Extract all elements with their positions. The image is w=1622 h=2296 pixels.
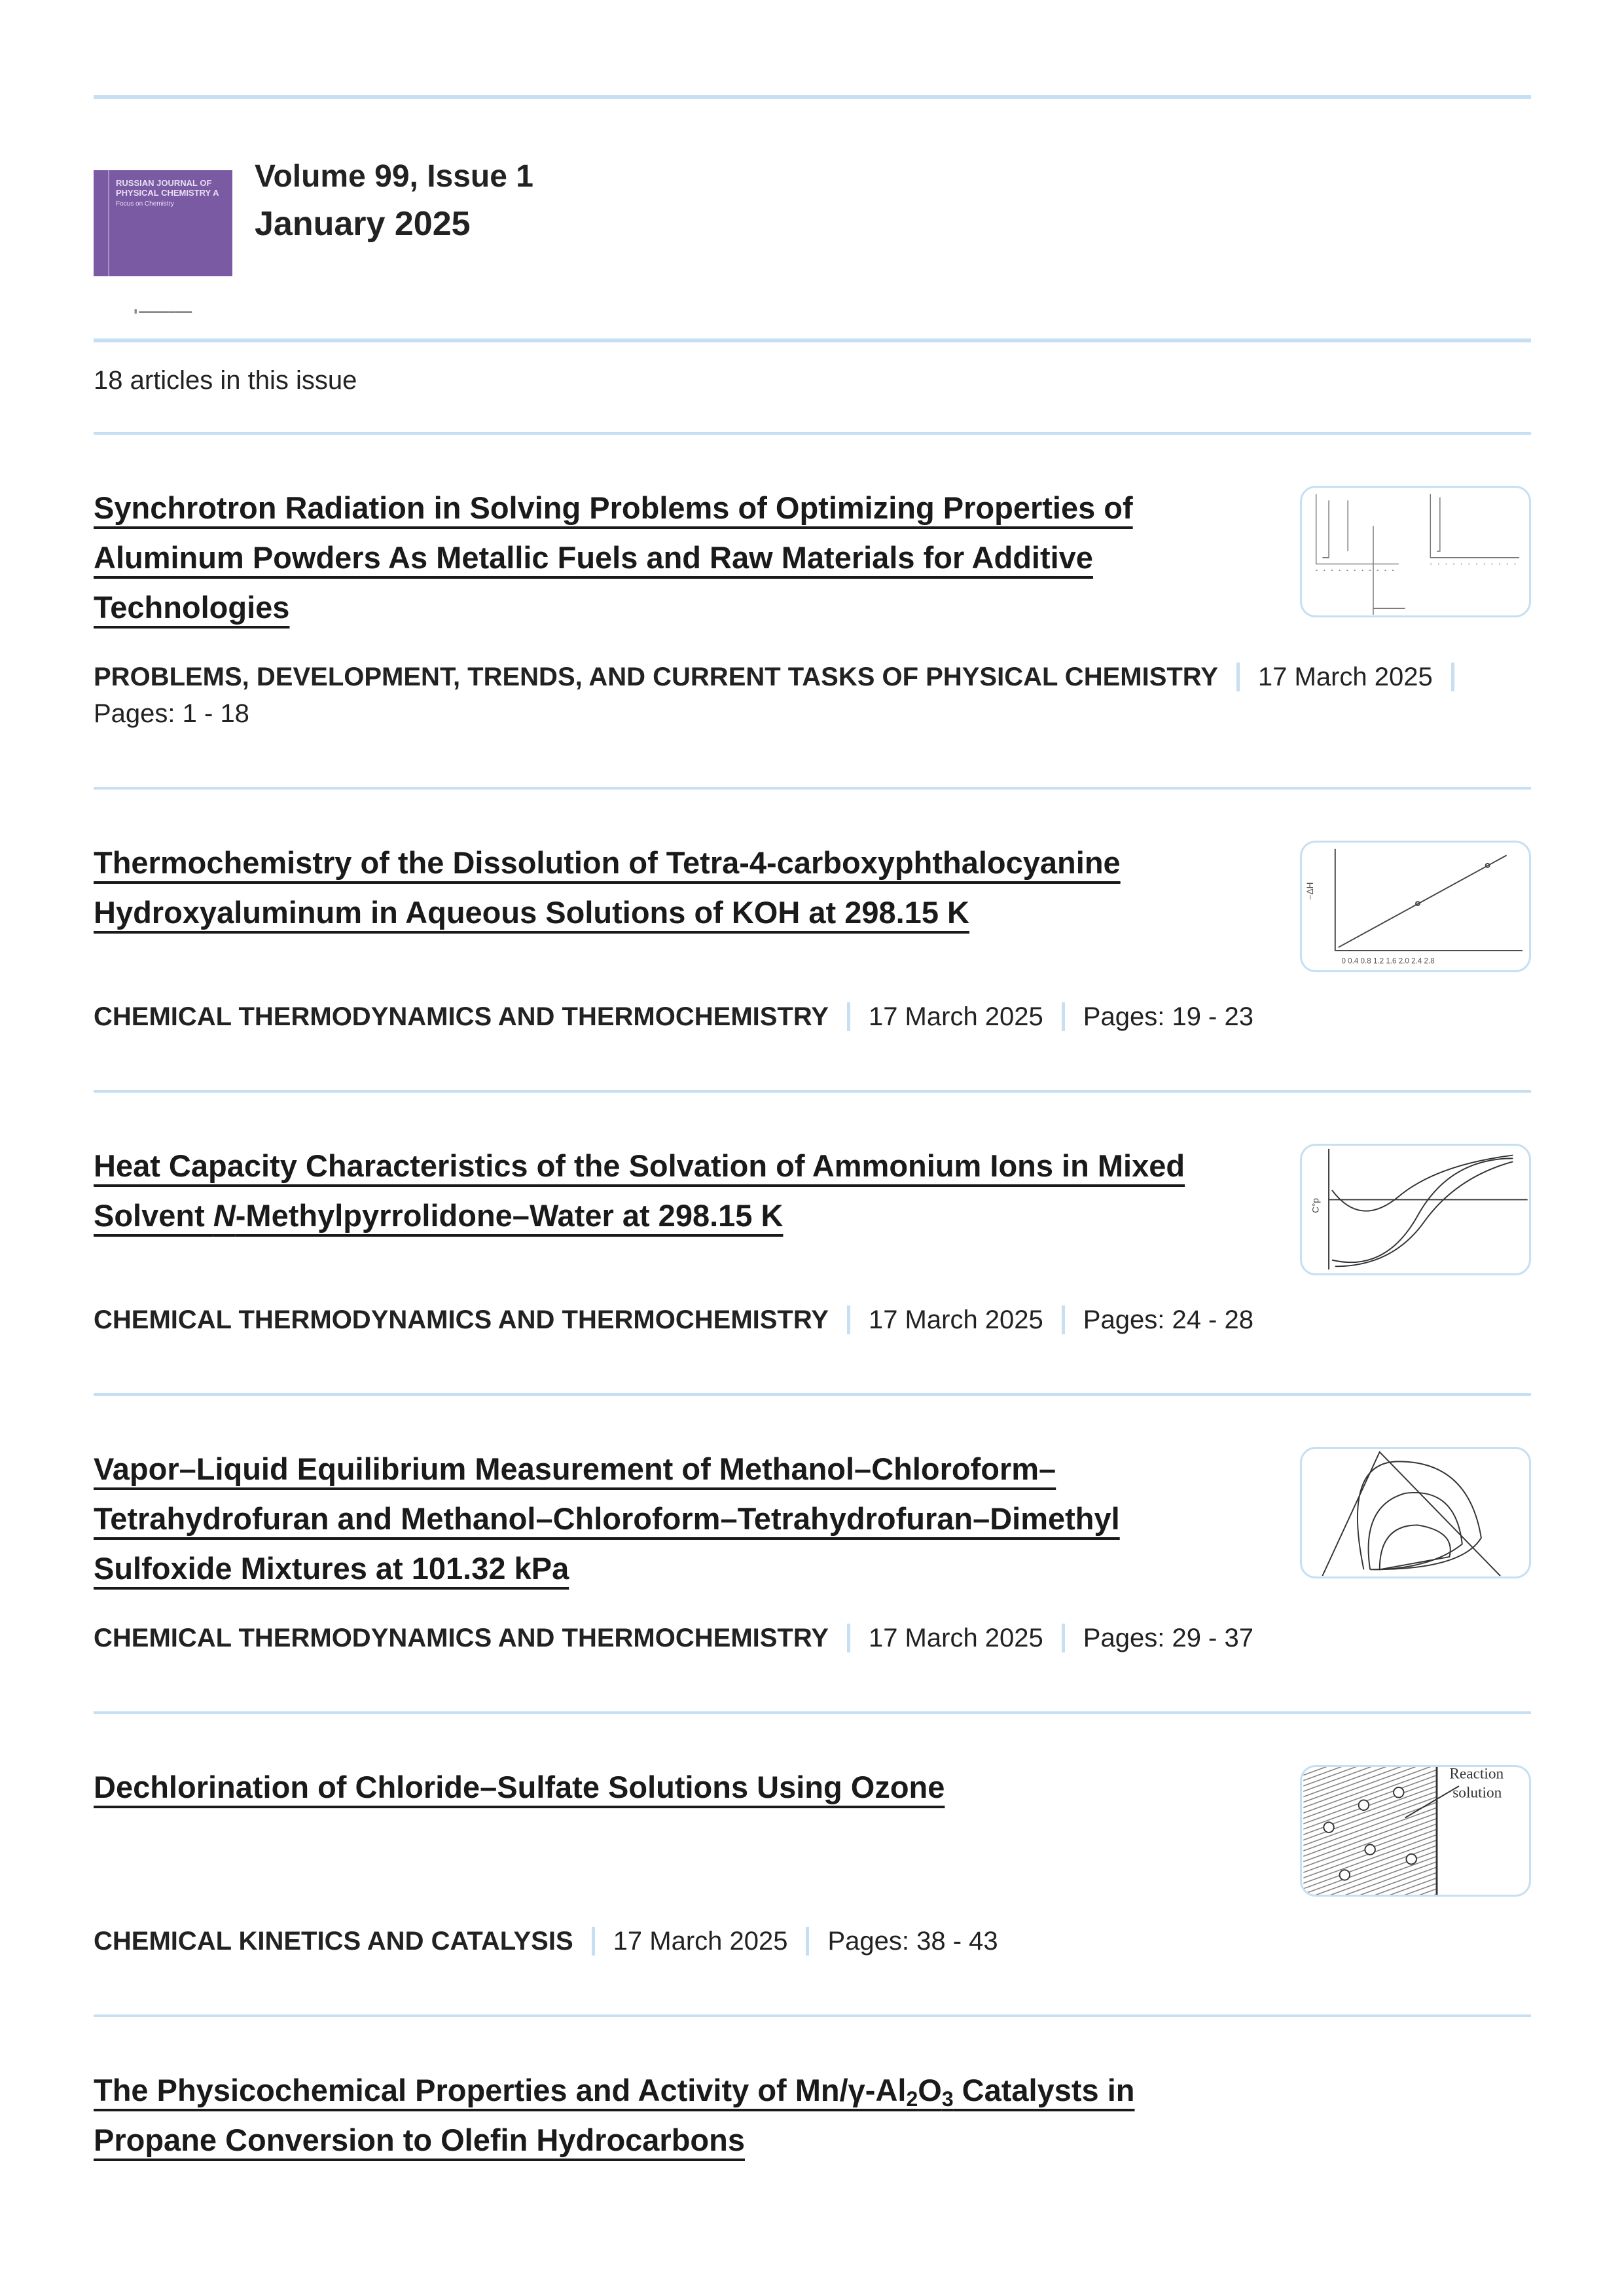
issue-date: January 2025 bbox=[255, 205, 471, 243]
article-title-link[interactable]: Vapor–Liquid Equilibrium Measurement of Methanol–Chloroform–Tetrahydrofuran and Methanol–Chloroform–Tetrahydrofuran–Dimethyl Sulfoxide Mixtures at 101.32 kPa bbox=[94, 1451, 1120, 1586]
issue-volume: Volume 99, Issue 1 bbox=[255, 159, 533, 194]
svg-text:solution: solution bbox=[1452, 1784, 1502, 1802]
issue-header bbox=[94, 99, 1531, 338]
article-category: CHEMICAL THERMODYNAMICS AND THERMOCHEMISTRY bbox=[94, 1305, 829, 1334]
article-count: 18 articles in this issue bbox=[94, 366, 357, 395]
issue-page bbox=[94, 0, 1531, 2220]
meta-separator bbox=[592, 1927, 595, 1956]
article-pages: Pages: 38 - 43 bbox=[827, 1927, 998, 1956]
article-date: 17 March 2025 bbox=[868, 1624, 1043, 1652]
article-pages: Pages: 24 - 28 bbox=[1083, 1305, 1253, 1334]
svg-text:Reaction: Reaction bbox=[1449, 1767, 1504, 1783]
svg-text:C°p: C°p bbox=[1310, 1198, 1321, 1213]
article-item bbox=[94, 1396, 1531, 1711]
meta-separator bbox=[1062, 1624, 1065, 1652]
article-item bbox=[94, 435, 1531, 787]
article-item bbox=[94, 2017, 1531, 2220]
article-thumbnail[interactable] bbox=[1300, 1144, 1531, 1275]
article-title-link[interactable]: Heat Capacity Characteristics of the Solvation of Ammonium Ions in Mixed Solvent N-Methylpyrrolidone–Water at 298.15 K bbox=[94, 1148, 1185, 1233]
meta-separator bbox=[847, 1624, 850, 1652]
article-thumbnail[interactable] bbox=[1300, 1447, 1531, 1578]
article-pages: Pages: 1 - 18 bbox=[94, 699, 249, 728]
article-category: CHEMICAL THERMODYNAMICS AND THERMOCHEMISTRY bbox=[94, 1624, 829, 1652]
article-title-link[interactable]: Synchrotron Radiation in Solving Problems of Optimizing Properties of Aluminum Powders As Metallic Fuels and Raw Materials for Additive Technologies bbox=[94, 490, 1133, 625]
article-date: 17 March 2025 bbox=[1257, 663, 1433, 691]
article-category: CHEMICAL THERMODYNAMICS AND THERMOCHEMISTRY bbox=[94, 1002, 829, 1031]
article-item bbox=[94, 1093, 1531, 1393]
svg-text:−ΔH: −ΔH bbox=[1305, 882, 1315, 900]
meta-separator bbox=[1062, 1305, 1065, 1334]
meta-separator bbox=[1451, 663, 1454, 691]
cover-title: RUSSIAN JOURNAL OF PHYSICAL CHEMISTRY A bbox=[116, 178, 219, 198]
meta-separator bbox=[1236, 663, 1240, 691]
article-pages: Pages: 19 - 23 bbox=[1083, 1002, 1253, 1031]
article-thumbnail[interactable] bbox=[1300, 1765, 1531, 1897]
article-category: CHEMICAL KINETICS AND CATALYSIS bbox=[94, 1927, 573, 1956]
article-thumbnail[interactable] bbox=[1300, 486, 1531, 617]
meta-separator bbox=[847, 1002, 850, 1031]
article-title-link[interactable]: Dechlorination of Chloride–Sulfate Solutions Using Ozone bbox=[94, 1770, 945, 1804]
article-category: PROBLEMS, DEVELOPMENT, TRENDS, AND CURRENT TASKS OF PHYSICAL CHEMISTRY bbox=[94, 663, 1218, 691]
article-thumbnail[interactable] bbox=[1300, 841, 1531, 972]
meta-separator bbox=[847, 1305, 850, 1334]
article-item bbox=[94, 1714, 1531, 2014]
meta-separator bbox=[1062, 1002, 1065, 1031]
article-item bbox=[94, 790, 1531, 1090]
article-date: 17 March 2025 bbox=[868, 1002, 1043, 1031]
article-title-link[interactable]: The Physicochemical Properties and Activity of $Mn/\gamma-Al_2O_3$ Catalysts in Propane Conversion to Olefin Hydrocarbons bbox=[94, 2073, 1135, 2157]
article-title-link[interactable]: Thermochemistry of the Dissolution of Tetra-4-carboxyphthalocyanine Hydroxyaluminum in Aqueous Solutions of KOH at 298.15 K bbox=[94, 845, 1121, 930]
svg-text:0 0.4 0.8 1.2 1.6 2.0 2.: 0 0.4 0.8 1.2 1.6 2.0 2.4 2.8 bbox=[1341, 957, 1435, 966]
article-pages: Pages: 29 - 37 bbox=[1083, 1624, 1253, 1652]
journal-cover-image[interactable] bbox=[94, 155, 232, 315]
meta-separator bbox=[806, 1927, 809, 1956]
article-date: 17 March 2025 bbox=[613, 1927, 788, 1956]
article-date: 17 March 2025 bbox=[868, 1305, 1043, 1334]
publisher-logo: ▮ ▬▬▬▬▬▬▬▬▬ bbox=[134, 308, 192, 314]
cover-subtitle: Focus on Chemistry bbox=[116, 200, 174, 208]
